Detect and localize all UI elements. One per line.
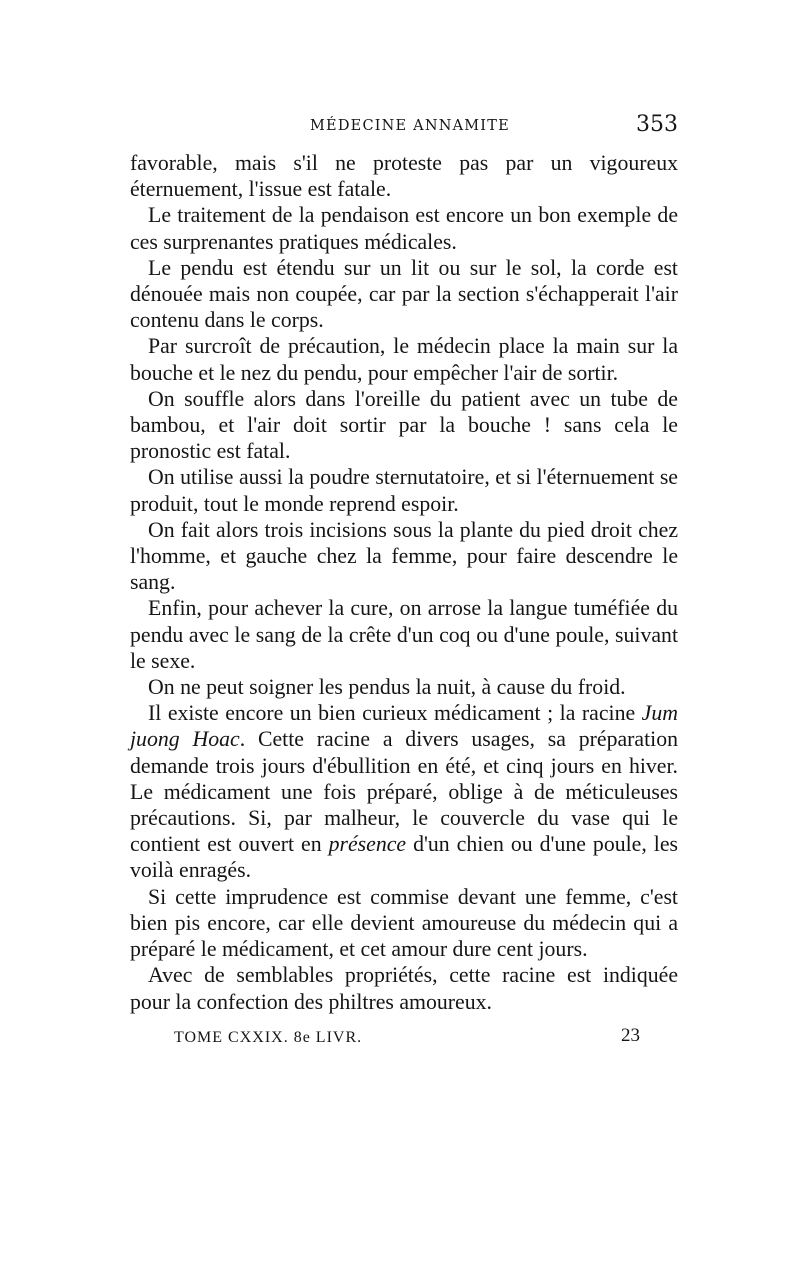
- running-head: [130, 112, 678, 142]
- paragraph-10-part-1: Il existe encore un bien curieux médicament ; la racine: [148, 701, 642, 726]
- signature-mark: TOME CXXIX. 8e LIVR.: [174, 1028, 363, 1046]
- paragraph-10: [130, 700, 678, 883]
- paragraph-6: On utilise aussi la poudre sternutatoire, et si l'éternuement se produit, tout le monde reprend espoir.: [130, 465, 678, 516]
- paragraph-1: favorable, mais s'il ne proteste pas par un vigoureux éternuement, l'issue est fatale.: [130, 151, 678, 202]
- paragraph-3: Le pendu est étendu sur un lit ou sur le sol, la corde est dénouée mais non coupée, car par la section s'échapperait l'air contenu dans le corps.: [130, 255, 678, 333]
- paragraph-10-part-2: . Cette racine a divers usages, sa préparation demande trois jours d'ébullition en été, et cinq jours en hiver. Le médicament une fois préparé, oblige à de méticuleuses précautions. Si, par malheur, le couvercle du vase qui le contient est ouvert en: [130, 727, 678, 857]
- page-footer: [130, 1025, 678, 1053]
- sheet-number: 23: [621, 1024, 640, 1046]
- paragraph-2: Le traitement de la pendaison est encore un bon exemple de ces surprenantes pratiques médicales.: [130, 203, 678, 254]
- paragraph-4: Par surcroît de précaution, le médecin place la main sur la bouche et le nez du pendu, pour empêcher l'air de sortir.: [130, 334, 678, 385]
- paragraph-5: On souffle alors dans l'oreille du patient avec un tube de bambou, et l'air doit sortir par la bouche ! sans cela le pronostic est fatal.: [130, 386, 678, 464]
- page-number: 353: [636, 112, 678, 137]
- book-page: [130, 112, 678, 1053]
- paragraph-10-part-3: d'un chien ou d'une poule, les voilà enragés.: [130, 832, 679, 883]
- running-title: MÉDECINE ANNAMITE: [310, 118, 510, 134]
- body-text: [130, 150, 678, 1015]
- paragraph-11: Si cette imprudence est commise devant une femme, c'est bien pis encore, car elle devient amoureuse du médecin qui a préparé le médicament, et cet amour dure cent jours.: [130, 884, 678, 962]
- paragraph-9: On ne peut soigner les pendus la nuit, à cause du froid.: [148, 675, 626, 700]
- paragraph-8: Enfin, pour achever la cure, on arrose la langue tuméfiée du pendu avec le sang de la crête d'un coq ou d'une poule, suivant le sexe.: [130, 596, 678, 673]
- paragraph-12: Avec de semblables propriétés, cette racine est indiquée pour la confection des philtres amoureux.: [130, 963, 678, 1014]
- plant-name: Jum juong Hoac: [130, 701, 678, 752]
- paragraph-7: On fait alors trois incisions sous la plante du pied droit chez l'homme, et gauche chez la femme, pour faire descendre le sang.: [130, 517, 678, 595]
- italic-presence: présence: [328, 832, 407, 857]
